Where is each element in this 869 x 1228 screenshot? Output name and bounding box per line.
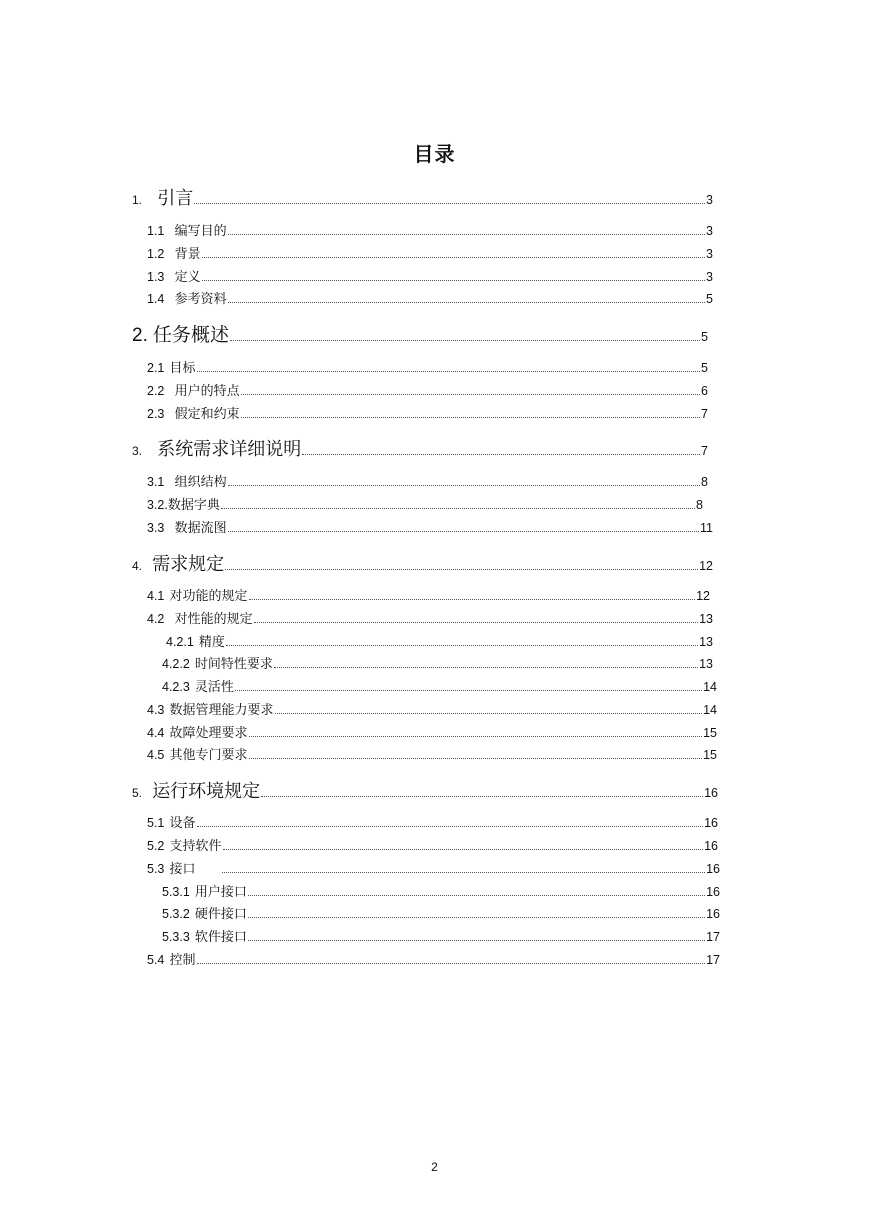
- toc-entry-5-3-1[interactable]: [162, 881, 720, 900]
- toc-entry-4-2-2[interactable]: [162, 653, 713, 672]
- toc-entry-number: 4.2: [147, 612, 165, 626]
- toc-leader-dots: [249, 757, 703, 759]
- toc-entry-number: 2.1: [147, 361, 165, 375]
- toc-entry-5[interactable]: [132, 777, 718, 803]
- toc-entry-page: 8: [696, 498, 703, 512]
- toc-entry-label: 任务概述: [152, 324, 229, 346]
- toc-leader-dots: [235, 689, 702, 691]
- toc-entry-number: 4.5: [147, 748, 165, 762]
- toc-entry-2-2[interactable]: [147, 380, 708, 399]
- toc-entry-label: 引言: [157, 188, 194, 209]
- toc-leader-dots: [254, 621, 699, 623]
- toc-leader-dots: [241, 393, 700, 395]
- toc-entry-page: 5: [701, 361, 708, 375]
- toc-entry-5-1[interactable]: [147, 812, 718, 831]
- toc-leader-dots: [197, 370, 701, 372]
- toc-entry-page: 16: [704, 816, 718, 830]
- toc-leader-dots: [221, 507, 695, 509]
- toc-entry-label: 数据字典: [167, 498, 220, 513]
- toc-entry-page: 16: [706, 907, 720, 921]
- toc-leader-dots: [194, 202, 705, 204]
- toc-entry-page: 13: [699, 657, 713, 671]
- toc-entry-number: 3.2.: [147, 498, 168, 512]
- toc-entry-page: 16: [706, 885, 720, 899]
- toc-entry-label: 数据管理能力要求: [169, 703, 274, 718]
- toc-entry-number: 4.1: [147, 589, 165, 603]
- page-number: 2: [431, 1160, 438, 1174]
- toc-entry-1-4[interactable]: [147, 288, 713, 307]
- toc-entry-label: 对性能的规定: [174, 612, 253, 627]
- toc-leader-dots: [249, 735, 703, 737]
- toc-entry-1-2[interactable]: [147, 243, 713, 262]
- toc-entry-label: 编写目的: [174, 224, 227, 239]
- toc-leader-dots: [197, 962, 706, 964]
- toc-entry-label: 控制: [169, 953, 196, 968]
- toc-entry-5-3[interactable]: [147, 858, 720, 877]
- toc-entry-number: 3.1: [147, 475, 165, 489]
- toc-entry-number: 1.3: [147, 270, 165, 284]
- toc-entry-number: 5.1: [147, 816, 165, 830]
- toc-entry-2[interactable]: [132, 320, 708, 347]
- toc-entry-4-2-3[interactable]: [162, 676, 717, 695]
- toc-entry-1-3[interactable]: [147, 266, 713, 285]
- toc-entry-label: 设备: [169, 816, 196, 831]
- toc-entry-2-1[interactable]: [147, 357, 708, 376]
- toc-entry-page: 14: [703, 703, 717, 717]
- toc-entry-label: 灵活性: [194, 680, 234, 695]
- toc-leader-dots: [261, 795, 703, 797]
- toc-leader-dots: [202, 279, 705, 281]
- toc-entry-page: 13: [699, 635, 713, 649]
- toc-entry-number: 1.4: [147, 292, 165, 306]
- toc-entry-number: 5.3.3: [162, 930, 190, 944]
- toc-entry-page: 3: [706, 270, 713, 284]
- toc-entry-4[interactable]: [132, 550, 713, 576]
- toc-entry-label: 目标: [169, 361, 196, 376]
- toc-leader-dots: [230, 339, 700, 341]
- toc-entry-page: 14: [703, 680, 717, 694]
- toc-entry-label: 需求规定: [152, 554, 225, 575]
- toc-entry-page: 6: [701, 384, 708, 398]
- toc-entry-3-1[interactable]: [147, 471, 708, 490]
- toc-entry-page: 3: [706, 193, 713, 207]
- toc-entry-4-4[interactable]: [147, 722, 717, 741]
- toc-entry-number: 1.2: [147, 247, 165, 261]
- toc-entry-5-3-2[interactable]: [162, 903, 720, 922]
- toc-leader-dots: [249, 598, 696, 600]
- toc-entry-page: 13: [699, 612, 713, 626]
- toc-leader-dots: [228, 484, 700, 486]
- toc-entry-page: 12: [699, 559, 713, 573]
- toc-entry-5-2[interactable]: [147, 835, 718, 854]
- toc-entry-number: 4.2.2: [162, 657, 190, 671]
- toc-leader-dots: [274, 666, 698, 668]
- toc-entry-page: 16: [704, 786, 718, 800]
- toc-entry-label: 故障处理要求: [169, 726, 248, 741]
- toc-entry-page: 8: [701, 475, 708, 489]
- toc-entry-page: 3: [706, 224, 713, 238]
- toc-entry-5-4[interactable]: [147, 949, 720, 968]
- toc-entry-label: 对功能的规定: [169, 589, 248, 604]
- toc-entry-label: 假定和约束: [174, 407, 240, 422]
- toc-entry-label: 背景: [174, 247, 201, 262]
- toc-leader-dots: [248, 894, 705, 896]
- toc-leader-dots: [228, 233, 705, 235]
- toc-entry-4-2-1[interactable]: [166, 631, 713, 650]
- toc-entry-number: 4.2.3: [162, 680, 190, 694]
- toc-entry-number: 5.2: [147, 839, 165, 853]
- toc-entry-label: 用户接口: [194, 885, 247, 900]
- toc-entry-number: 5.3: [147, 862, 165, 876]
- toc-entry-label: 接口: [169, 862, 196, 877]
- toc-entry-label: 精度: [198, 635, 225, 650]
- toc-leader-dots: [248, 916, 705, 918]
- toc-entry-2-3[interactable]: [147, 403, 708, 422]
- toc-entry-number: 5.4: [147, 953, 165, 967]
- toc-entry-1-1[interactable]: [147, 220, 713, 239]
- toc-leader-dots: [226, 644, 698, 646]
- toc-entry-4-1[interactable]: [147, 585, 710, 604]
- toc-entry-4-2[interactable]: [147, 608, 713, 627]
- toc-entry-label: 系统需求详细说明: [157, 439, 302, 460]
- toc-entry-page: 5: [706, 292, 713, 306]
- toc-entry-label: 软件接口: [194, 930, 247, 945]
- toc-entry-page: 17: [706, 953, 720, 967]
- toc-entry-number: 1.: [132, 193, 143, 207]
- toc-entry-page: 16: [706, 862, 720, 876]
- toc-leader-dots: [223, 848, 704, 850]
- toc-entry-label: 定义: [174, 270, 201, 285]
- toc-title: 目录: [413, 142, 456, 166]
- toc-entry-3-3[interactable]: [147, 517, 713, 536]
- toc-entry-number: 1.1: [147, 224, 165, 238]
- toc-entry-number: 5.3.1: [162, 885, 190, 899]
- toc-entry-label: 其他专门要求: [169, 748, 248, 763]
- toc-entry-page: 5: [701, 330, 708, 344]
- toc-leader-dots: [275, 712, 703, 714]
- toc-leader-dots: [222, 871, 705, 873]
- toc-entry-number: 4.2.1: [166, 635, 194, 649]
- toc-leader-dots: [228, 301, 705, 303]
- toc-entry-page: 12: [696, 589, 710, 603]
- toc-entry-5-3-3[interactable]: [162, 926, 720, 945]
- toc-entry-label: 用户的特点: [174, 384, 240, 399]
- toc-entry-number: 3.: [132, 444, 143, 458]
- toc-entry-label: 运行环境规定: [152, 781, 261, 802]
- toc-entry-number: 2.3: [147, 407, 165, 421]
- toc-entry-number: 5.: [132, 786, 143, 800]
- toc-entry-4-5[interactable]: [147, 744, 717, 763]
- toc-entry-number: 3.3: [147, 521, 165, 535]
- toc-entry-1[interactable]: [132, 184, 713, 210]
- toc-entry-number: 5.3.2: [162, 907, 190, 921]
- toc-entry-page: 7: [701, 444, 708, 458]
- toc-entry-number: 4.4: [147, 726, 165, 740]
- toc-entry-label: 组织结构: [174, 475, 227, 490]
- toc-entry-page: 15: [703, 748, 717, 762]
- toc-leader-dots: [197, 825, 704, 827]
- toc-entry-label: 参考资料: [174, 292, 227, 307]
- toc-entry-label: 数据流图: [174, 521, 227, 536]
- toc-leader-dots: [248, 939, 705, 941]
- toc-entry-page: 11: [700, 521, 713, 535]
- toc-entry-label: 硬件接口: [194, 907, 247, 922]
- toc-leader-dots: [241, 416, 700, 418]
- toc-entry-page: 16: [704, 839, 718, 853]
- toc-entry-number: 4.: [132, 559, 143, 573]
- toc-leader-dots: [225, 568, 698, 570]
- toc-entry-number: 2.2: [147, 384, 165, 398]
- toc-leader-dots: [202, 256, 705, 258]
- toc-entry-number: 2.: [132, 325, 148, 346]
- toc-leader-dots: [228, 530, 699, 532]
- toc-entry-page: 17: [706, 930, 720, 944]
- toc-entry-page: 7: [701, 407, 708, 421]
- toc-leader-dots: [302, 453, 700, 455]
- toc-entry-label: 支持软件: [169, 839, 222, 854]
- toc-entry-3[interactable]: [132, 435, 708, 461]
- toc-entry-number: 4.3: [147, 703, 165, 717]
- toc-entry-label: 时间特性要求: [194, 657, 273, 672]
- toc-entry-page: 15: [703, 726, 717, 740]
- toc-entry-4-3[interactable]: [147, 699, 717, 718]
- toc-entry-page: 3: [706, 247, 713, 261]
- toc-entry-3-2[interactable]: [147, 494, 703, 513]
